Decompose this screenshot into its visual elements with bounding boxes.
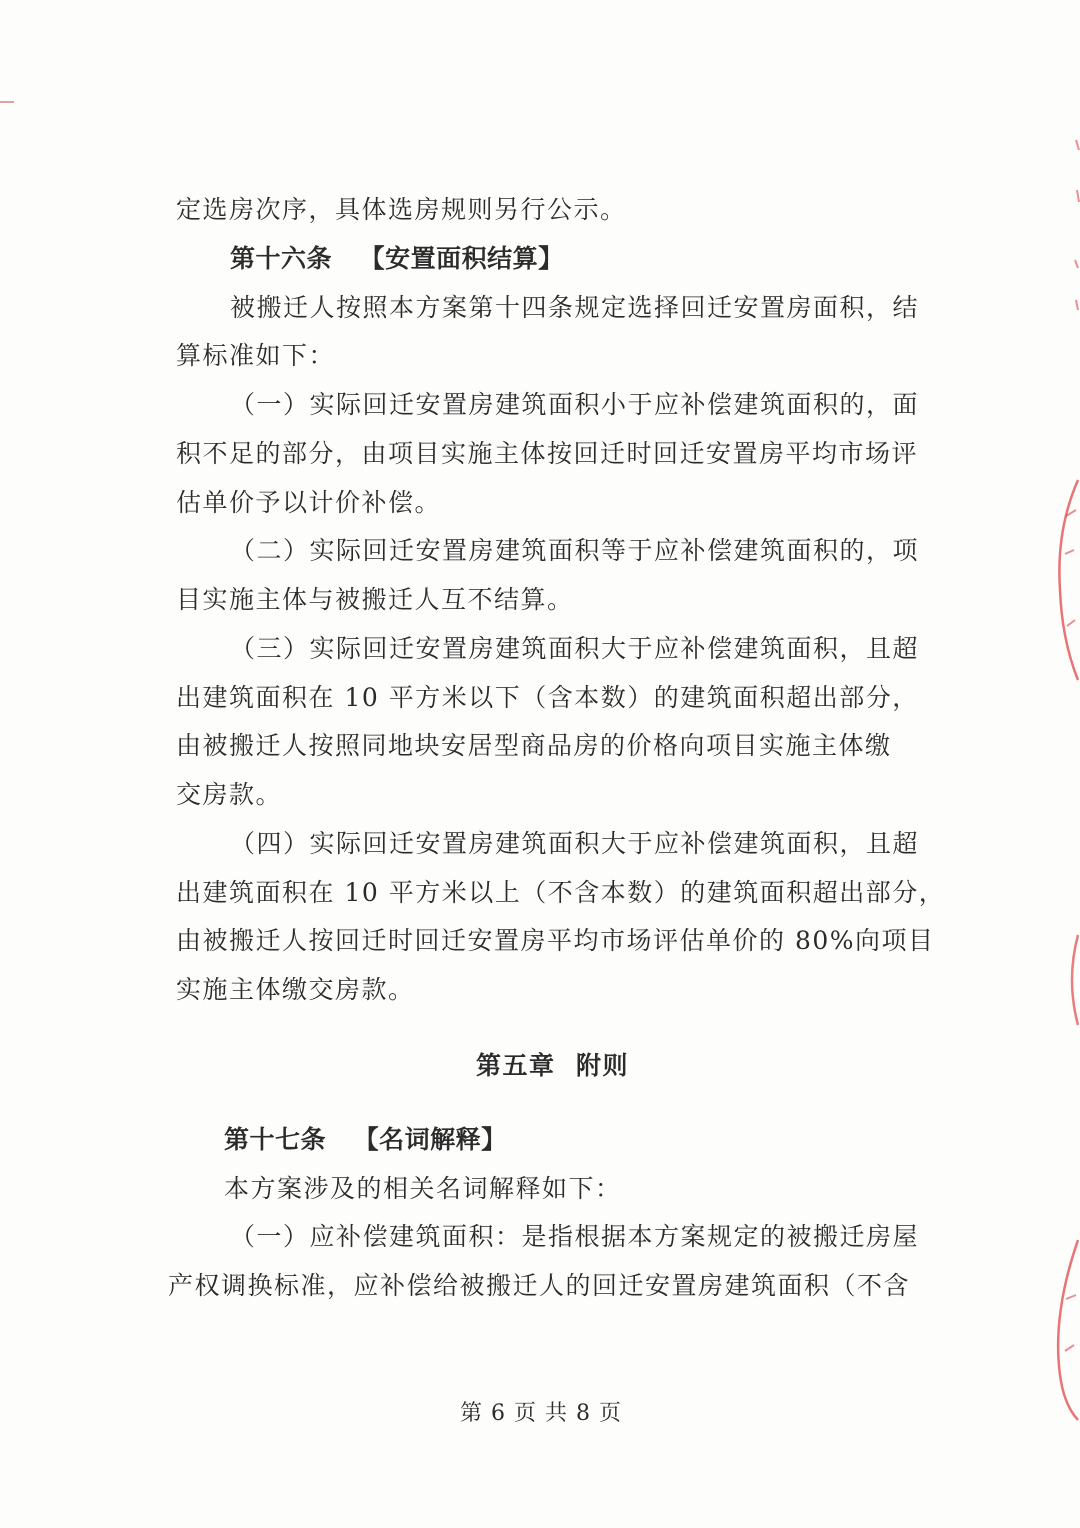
text-line: 定选房次序，具体选房规则另行公示。 — [176, 195, 627, 224]
seal-fragment-icon — [1068, 130, 1080, 320]
text-line: 出建筑面积在 10 平方米以下（含本数）的建筑面积超出部分， — [176, 683, 919, 712]
text-line: 本方案涉及的相关名词解释如下： — [224, 1174, 622, 1203]
page-footer: 第 6 页 共 8 页 — [460, 1401, 622, 1426]
chapter-5-title: 附则 — [575, 1051, 629, 1080]
seal-fragment-icon — [1046, 1235, 1080, 1425]
text-line: （一）实际回迁安置房建筑面积小于应补偿建筑面积的，面 — [230, 390, 920, 419]
text-line: 算标准如下： — [176, 341, 336, 370]
text-line: 实施主体缴交房款。 — [176, 975, 415, 1004]
text-line: 估单价予以计价补偿。 — [176, 488, 442, 517]
article-16-number: 第十六条 — [230, 244, 333, 273]
text-line: 交房款。 — [176, 780, 283, 809]
text-line: （一）应补偿建筑面积：是指根据本方案规定的被搬迁房屋 — [230, 1222, 920, 1251]
text-line: 由被搬迁人按照同地块安居型商品房的价格向项目实施主体缴 — [176, 731, 892, 760]
text-line: 目实施主体与被搬迁人互不结算。 — [176, 585, 574, 614]
text-line: （四）实际回迁安置房建筑面积大于应补偿建筑面积，且超 — [230, 829, 920, 858]
text-line: 出建筑面积在 10 平方米以上（不含本数）的建筑面积超出部分， — [176, 878, 946, 907]
seal-fragment-icon — [1048, 470, 1080, 690]
article-16-title: 【安置面积结算】 — [359, 244, 564, 273]
article-17-heading — [224, 1123, 507, 1157]
chapter-5-heading — [476, 1049, 629, 1083]
text-line: （三）实际回迁安置房建筑面积大于应补偿建筑面积，且超 — [230, 634, 920, 663]
article-17-number: 第十七条 — [224, 1125, 327, 1154]
text-line: 积不足的部分，由项目实施主体按回迁时回迁安置房平均市场评 — [176, 439, 919, 468]
seal-fragment-icon — [1050, 930, 1080, 1030]
text-line: 产权调换标准，应补偿给被搬迁人的回迁安置房建筑面积（不含 — [168, 1271, 911, 1300]
margin-tick — [0, 101, 14, 103]
text-line: 被搬迁人按照本方案第十四条规定选择回迁安置房面积，结 — [230, 293, 920, 322]
text-line: 由被搬迁人按回迁时回迁安置房平均市场评估单价的 80%向项目 — [176, 926, 935, 955]
article-16-heading — [230, 242, 564, 276]
text-line: （二）实际回迁安置房建筑面积等于应补偿建筑面积的，项 — [230, 536, 920, 565]
article-17-title: 【名词解释】 — [353, 1125, 507, 1154]
chapter-5-number: 第五章 — [476, 1051, 556, 1080]
